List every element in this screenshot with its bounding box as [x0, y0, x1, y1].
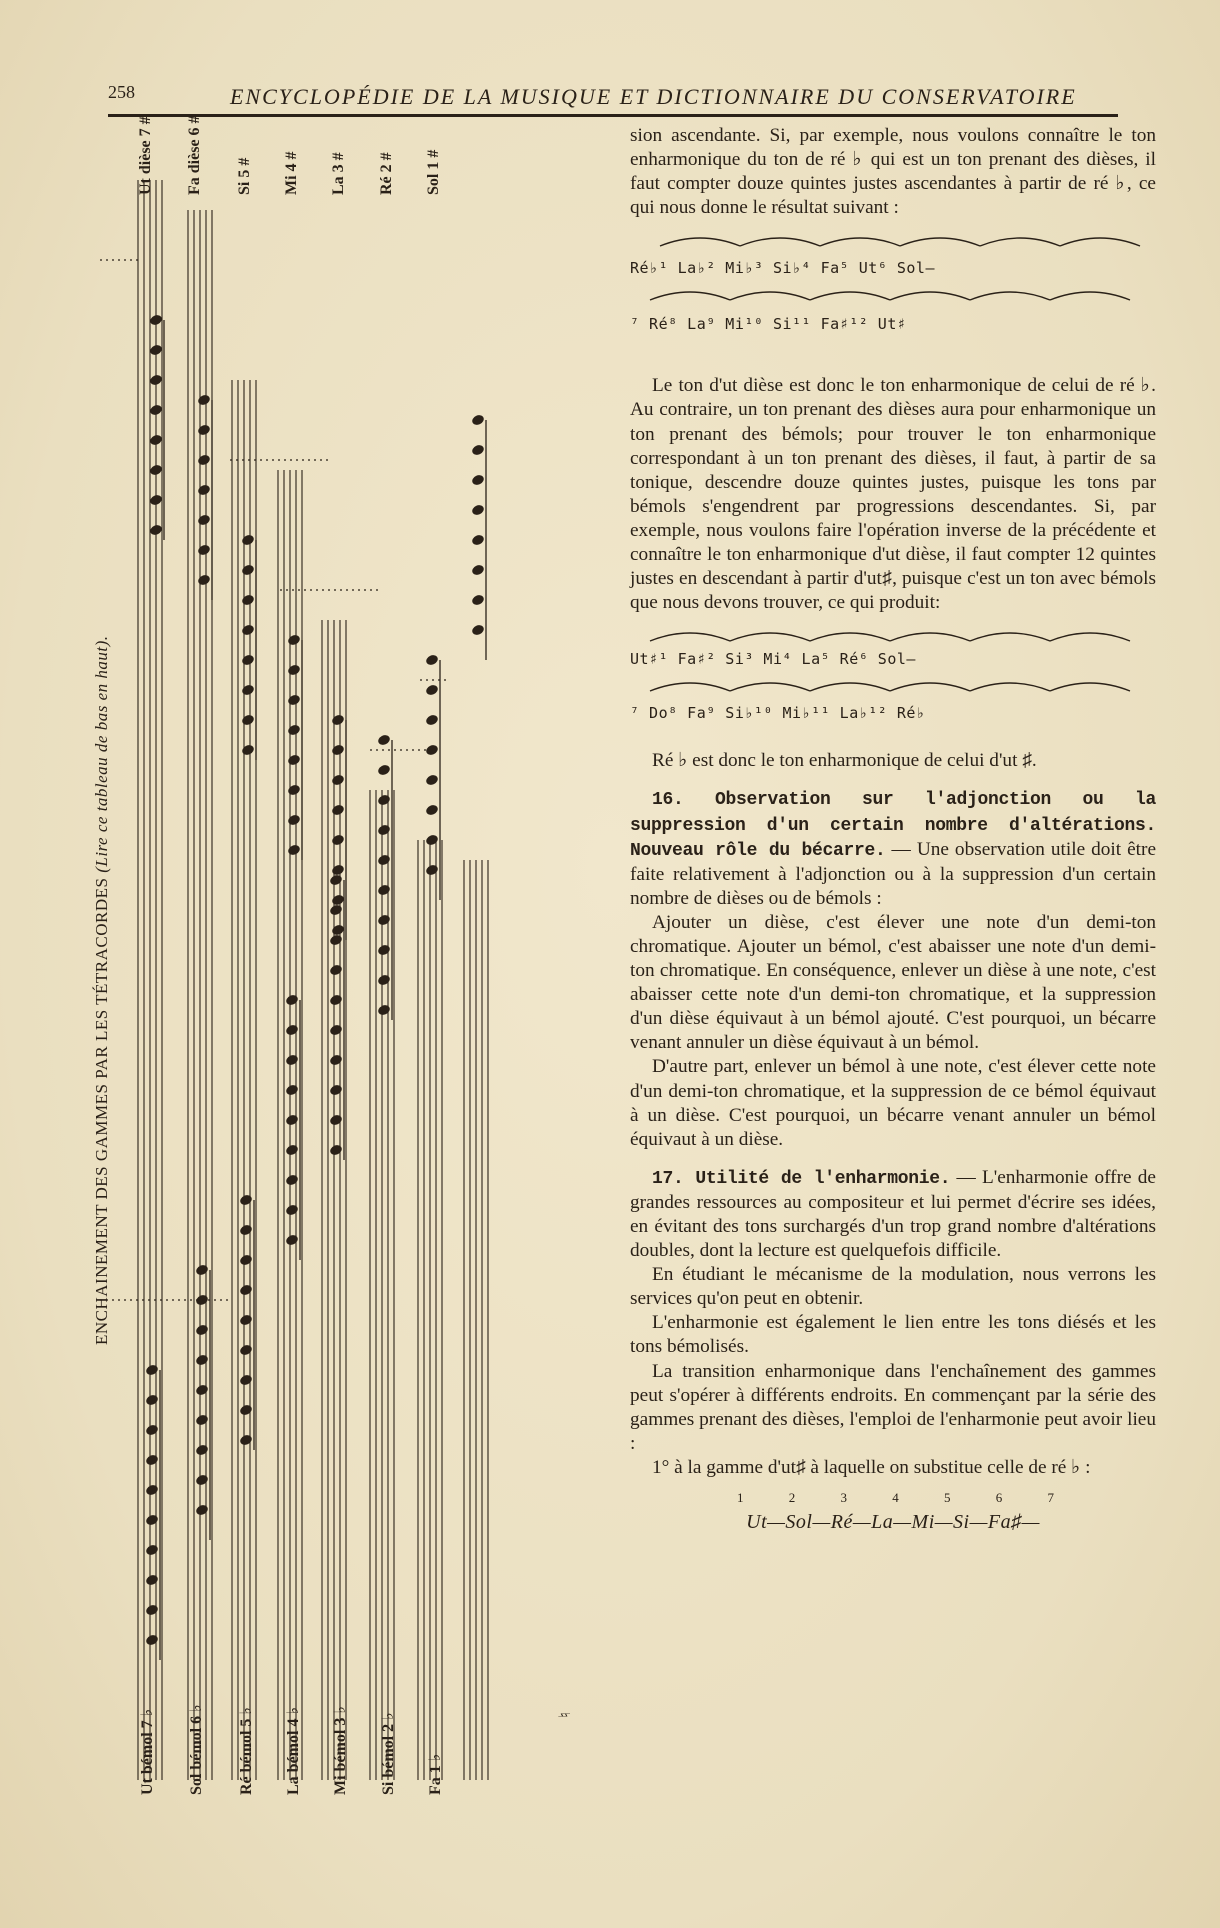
section-17	[630, 1166, 1156, 1263]
section-16	[630, 787, 1156, 910]
note-head	[331, 833, 346, 846]
note-head	[377, 823, 392, 836]
key-label-flat: Ré bémol 5 ♭	[238, 1707, 255, 1795]
note-head	[285, 1173, 300, 1186]
chain-row-1: Ré♭¹ La♭² Mi♭³ Si♭⁴ Fa⁵ Ut⁶ Sol—	[630, 259, 935, 278]
note-head	[149, 373, 164, 386]
paragraph-6: En étudiant le mécanisme de la modulation, nous verrons les services qu'on peut en obtenir.	[630, 1264, 1156, 1310]
chain-row-1: Ut♯¹ Fa♯² Si³ Mi⁴ La⁵ Ré⁶ Sol—	[630, 650, 916, 669]
note-head	[195, 1263, 210, 1276]
paragraph-4: Ajouter un dièse, c'est élever une note d'un demi-ton chromatique. Ajouter un bémol, c'est abaisser une note d'un demi-ton chromatique. En conséquence, enlever un dièse à une note, c'est abaisser cette note d'un demi-ton chromatique, et la suppression d'un dièse équivaut à un bémol ajouté. C'est pourquoi, un bécarre venant annuler un dièse équivaut à un bémol.	[630, 911, 1156, 1054]
note-head	[329, 933, 344, 946]
note-head	[145, 1363, 160, 1376]
note-head	[195, 1503, 210, 1516]
note-head	[145, 1483, 160, 1496]
note-head	[329, 1053, 344, 1066]
note-head	[241, 743, 256, 756]
note-head	[285, 993, 300, 1006]
note-head	[425, 653, 440, 666]
note-head	[145, 1603, 160, 1616]
note-head	[331, 893, 346, 906]
formula-notes: Ut—Sol—Ré—La—Mi—Si—Fa♯—	[746, 1511, 1040, 1534]
note-head	[377, 883, 392, 896]
paragraph-8: La transition enharmonique dans l'enchaînement des gammes peut s'opérer à différents endroits. En commençant par la série des gammes prenant des dièses, l'emploi de l'enharmonie peut avoir lieu :	[630, 1360, 1156, 1454]
side-caption-note: (Lire ce tableau de bas en haut).	[92, 635, 111, 873]
paragraph-5: D'autre part, enlever un bémol à une note, c'est élever cette note d'un demi-ton chromatique, et la suppression de ce bémol équivaut à un dièse. C'est pourquoi, un bécarre venant annuler un bémol équivaut à un dièse.	[630, 1056, 1156, 1150]
note-head	[195, 1443, 210, 1456]
note-head	[425, 683, 440, 696]
note-head	[471, 413, 486, 426]
note-head	[195, 1323, 210, 1336]
note-head	[145, 1393, 160, 1406]
note-head	[149, 493, 164, 506]
note-head	[145, 1573, 160, 1586]
note-head	[197, 543, 212, 556]
note-head	[471, 623, 486, 636]
note-head	[239, 1283, 254, 1296]
note-head	[197, 393, 212, 406]
note-head	[239, 1433, 254, 1446]
note-head	[471, 443, 486, 456]
note-head	[425, 833, 440, 846]
note-head	[241, 653, 256, 666]
note-head	[195, 1383, 210, 1396]
note-head	[287, 693, 302, 706]
page-number: 258	[108, 82, 135, 102]
note-head	[425, 863, 440, 876]
note-head	[239, 1403, 254, 1416]
note-head	[285, 1143, 300, 1156]
note-head	[331, 773, 346, 786]
natural-sign-label: ♮	[557, 1712, 574, 1718]
note-head	[287, 843, 302, 856]
chain-arcs	[630, 284, 1156, 304]
tetrachord-scale-table	[100, 120, 620, 1800]
paragraph-1: sion ascendante. Si, par exemple, nous voulons connaître le ton enharmonique du ton de ré ♭ qui est un ton prenant des dièses, il faut compter douze quintes justes ascendantes à partir de ré ♭, ce qui nous donne le résultat suivant :	[630, 125, 1156, 219]
note-head	[377, 763, 392, 776]
note-head	[285, 1203, 300, 1216]
note-head	[287, 663, 302, 676]
note-head	[329, 1143, 344, 1156]
note-head	[329, 1023, 344, 1036]
note-head	[285, 1023, 300, 1036]
note-head	[149, 463, 164, 476]
note-head	[195, 1353, 210, 1366]
note-head	[285, 1113, 300, 1126]
chain-row-2: ⁷ Do⁸ Fa⁹ Si♭¹⁰ Mi♭¹¹ La♭¹² Ré♭	[630, 704, 926, 723]
note-head	[145, 1543, 160, 1556]
note-head	[285, 1233, 300, 1246]
chain-arcs	[630, 230, 1156, 250]
chain-arcs	[630, 675, 1156, 695]
note-head	[377, 793, 392, 806]
note-head	[377, 913, 392, 926]
note-head	[471, 593, 486, 606]
key-label-flat: Sol bémol 6 ♭	[188, 1704, 205, 1795]
note-head	[331, 743, 346, 756]
note-head	[239, 1193, 254, 1206]
paragraph-2: Le ton d'ut dièse est donc le ton enharmonique de celui de ré ♭. Au contraire, un ton prenant des dièses aura pour enharmonique un ton prenant des bémols; pour trouver le ton enharmonique correspondant à un ton prenant des dièses, il faut, à partir de sa tonique, descendre douze quintes justes, puisque les tons par bémols s'engendrent par progressions descendantes. Si, par exemple, nous voulons faire l'opération inverse de la précédente et connaître le ton enharmonique d'ut dièse, il faut compter 12 quintes justes en descendant à partir d'ut♯, puisque c'est un ton avec bémols que nous devons trouver, ce qui produit:	[630, 375, 1156, 614]
formula-numbers: 1 2 3 4 5 6 7	[737, 1490, 1075, 1506]
note-head	[329, 1113, 344, 1126]
note-head	[197, 483, 212, 496]
key-label-flat: Ut bémol 7 ♭	[139, 1708, 156, 1795]
chain-arcs	[630, 625, 1156, 645]
note-head	[241, 713, 256, 726]
note-head	[241, 593, 256, 606]
key-label-sharp: Fa dièse 6 #	[186, 115, 203, 195]
note-head	[287, 783, 302, 796]
note-head	[241, 683, 256, 696]
key-label-sharp: Mi 4 #	[283, 151, 300, 195]
note-head	[241, 623, 256, 636]
note-head	[425, 713, 440, 726]
note-head	[377, 943, 392, 956]
note-head	[471, 473, 486, 486]
note-head	[329, 963, 344, 976]
key-label-sharp: Sol 1 #	[425, 149, 442, 195]
note-head	[377, 973, 392, 986]
note-head	[329, 993, 344, 1006]
section-16-title: 16. Observation sur l'adjonction ou la suppression d'un certain nombre d'altérations. Nouveau rôle du bécarre.	[630, 790, 1156, 861]
header-rule	[108, 114, 1118, 117]
note-head	[239, 1313, 254, 1326]
note-head	[149, 343, 164, 356]
scale-formula	[630, 1486, 1156, 1534]
note-head	[149, 403, 164, 416]
note-head	[425, 803, 440, 816]
note-head	[197, 573, 212, 586]
note-head	[425, 743, 440, 756]
note-head	[471, 563, 486, 576]
key-label-sharp: Si 5 #	[236, 157, 253, 195]
note-head	[287, 753, 302, 766]
note-head	[471, 503, 486, 516]
note-head	[149, 523, 164, 536]
paragraph-3: Ré ♭ est donc le ton enharmonique de celui d'ut ♯.	[652, 750, 1037, 772]
note-head	[285, 1053, 300, 1066]
note-head	[145, 1453, 160, 1466]
running-title: ENCYCLOPÉDIE DE LA MUSIQUE ET DICTIONNAIRE DU CONSERVATOIRE	[230, 84, 1077, 109]
note-head	[149, 433, 164, 446]
section-17-body: — L'enharmonie offre de grandes ressources au compositeur et lui permet d'écrire ses idées, en évitant des tons surchargés d'un trop grand nombre d'altérations doubles, dont la lecture est quelquefois difficile.	[630, 1166, 1156, 1262]
note-head	[329, 903, 344, 916]
note-head	[287, 813, 302, 826]
note-head	[241, 533, 256, 546]
key-label-sharp: Ut dièse 7 #	[137, 116, 154, 195]
note-head	[377, 853, 392, 866]
key-label-flat: Si bémol 2 ♭	[380, 1712, 397, 1795]
fifths-chain-descending	[630, 623, 1156, 735]
note-head	[239, 1253, 254, 1266]
note-head	[285, 1083, 300, 1096]
note-head	[241, 563, 256, 576]
note-head	[471, 533, 486, 546]
note-head	[331, 713, 346, 726]
side-caption-title: ENCHAINEMENT DES GAMMES PAR LES TÉTRACORDES	[92, 877, 111, 1345]
note-head	[197, 423, 212, 436]
note-head	[377, 1003, 392, 1016]
fifths-chain-ascending	[630, 228, 1156, 360]
note-head	[195, 1473, 210, 1486]
key-label-flat: Fa 1 ♭	[427, 1753, 444, 1795]
note-head	[377, 733, 392, 746]
key-label-sharp: La 3 #	[330, 152, 347, 195]
note-head	[425, 773, 440, 786]
note-head	[331, 923, 346, 936]
text-column	[630, 124, 1156, 1534]
note-head	[195, 1413, 210, 1426]
key-label-flat: La bémol 4 ♭	[285, 1707, 302, 1795]
note-head	[239, 1343, 254, 1356]
key-label-flat: Mi bémol 3 ♭	[332, 1706, 349, 1795]
note-head	[145, 1513, 160, 1526]
key-label-sharp: Ré 2 #	[378, 152, 395, 195]
paragraph-9: 1° à la gamme d'ut♯ à laquelle on substitue celle de ré ♭ :	[652, 1456, 1091, 1478]
section-16-body: — Une observation utile doit être faite relativement à l'adjonction ou à la suppression d'un certain nombre de dièses ou de bémols :	[630, 838, 1157, 909]
note-head	[149, 313, 164, 326]
note-head	[197, 453, 212, 466]
note-head	[197, 513, 212, 526]
note-head	[239, 1223, 254, 1236]
note-head	[329, 1083, 344, 1096]
chain-row-2: ⁷ Ré⁸ La⁹ Mi¹⁰ Si¹¹ Fa♯¹² Ut♯	[630, 315, 907, 334]
note-head	[239, 1373, 254, 1386]
note-head	[145, 1633, 160, 1646]
note-head	[329, 873, 344, 886]
paragraph-7: L'enharmonie est également le lien entre les tons diésés et les tons bémolisés.	[630, 1312, 1156, 1358]
note-head	[331, 803, 346, 816]
note-head	[331, 863, 346, 876]
section-17-title: 17. Utilité de l'enharmonie.	[652, 1168, 951, 1189]
note-head	[145, 1423, 160, 1436]
note-head	[287, 633, 302, 646]
note-head	[287, 723, 302, 736]
